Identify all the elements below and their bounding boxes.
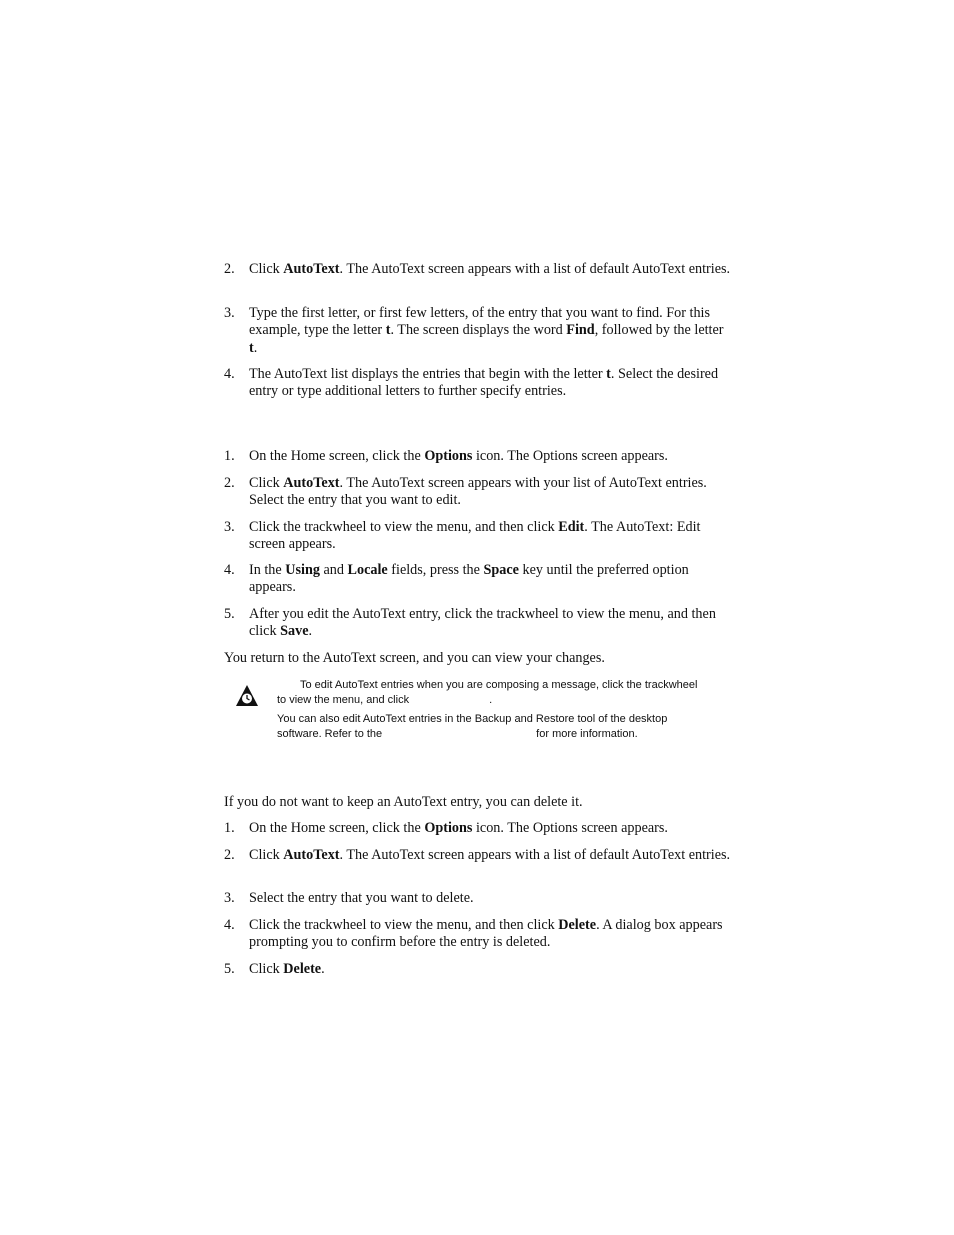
note-line: You can also edit AutoText entries in the Backup and Restore tool of the desktop [277, 713, 668, 725]
list-item [224, 475, 734, 510]
list-text: Select the entry that you want to delete. [249, 890, 474, 906]
list-number: 3. [224, 519, 235, 535]
list-item [224, 606, 734, 641]
list-number: 3. [224, 890, 235, 906]
list-item [224, 562, 734, 597]
list-text: The AutoText list displays the entries that begin with the letter t. Select the desired entry or type additional letters to further specify entries. [249, 366, 719, 400]
list-text: Click AutoText. The AutoText screen appears with a list of default AutoText entries. [249, 261, 731, 277]
list-number: 3. [224, 305, 235, 321]
list-number: 5. [224, 961, 235, 977]
list-item [224, 261, 734, 278]
list-number: 4. [224, 562, 235, 578]
list-item [224, 820, 734, 837]
list-item [224, 366, 734, 401]
list-item [224, 917, 734, 952]
list-text: Click the trackwheel to view the menu, and then click Delete. A dialog box appears prompting you to confirm before the entry is deleted. [249, 917, 723, 951]
list-text: On the Home screen, click the Options icon. The Options screen appears. [249, 820, 668, 836]
note-tip-icon [235, 684, 259, 708]
list-item [224, 519, 734, 554]
paragraph: You return to the AutoText screen, and you can view your changes. [224, 650, 605, 666]
list-number: 2. [224, 261, 235, 277]
note-block [277, 678, 737, 741]
note-line: software. Refer to the for more information. [277, 727, 638, 740]
list-item [224, 890, 734, 907]
list-text: Click AutoText. The AutoText screen appears with your list of AutoText entries. Select the entry that you want to edit. [249, 475, 707, 509]
list-number: 5. [224, 606, 235, 622]
list-text: After you edit the AutoText entry, click the trackwheel to view the menu, and then click Save. [249, 606, 716, 640]
list-number: 4. [224, 366, 235, 382]
list-item [224, 847, 734, 864]
list-number: 2. [224, 847, 235, 863]
list-text: Type the first letter, or first few letters, of the entry that you want to find. For this example, type the letter t. The screen displays the word Find, followed by the letter t. [249, 305, 724, 356]
list-number: 1. [224, 820, 235, 836]
list-text: Click Delete. [249, 961, 325, 977]
list-text: In the Using and Locale fields, press the Space key until the preferred option appears. [249, 562, 689, 596]
list-number: 2. [224, 475, 235, 491]
list-text: Click the trackwheel to view the menu, and then click Edit. The AutoText: Edit screen appears. [249, 519, 701, 553]
note-line: to view the menu, and click . [277, 693, 493, 706]
list-text: On the Home screen, click the Options icon. The Options screen appears. [249, 448, 668, 464]
list-number: 4. [224, 917, 235, 933]
list-item [224, 448, 734, 465]
list-item [224, 961, 734, 978]
note-line: To edit AutoText entries when you are composing a message, click the trackwheel [300, 679, 698, 691]
paragraph: If you do not want to keep an AutoText entry, you can delete it. [224, 794, 583, 810]
list-item [224, 305, 734, 357]
list-text: Click AutoText. The AutoText screen appears with a list of default AutoText entries. [249, 847, 731, 863]
list-number: 1. [224, 448, 235, 464]
